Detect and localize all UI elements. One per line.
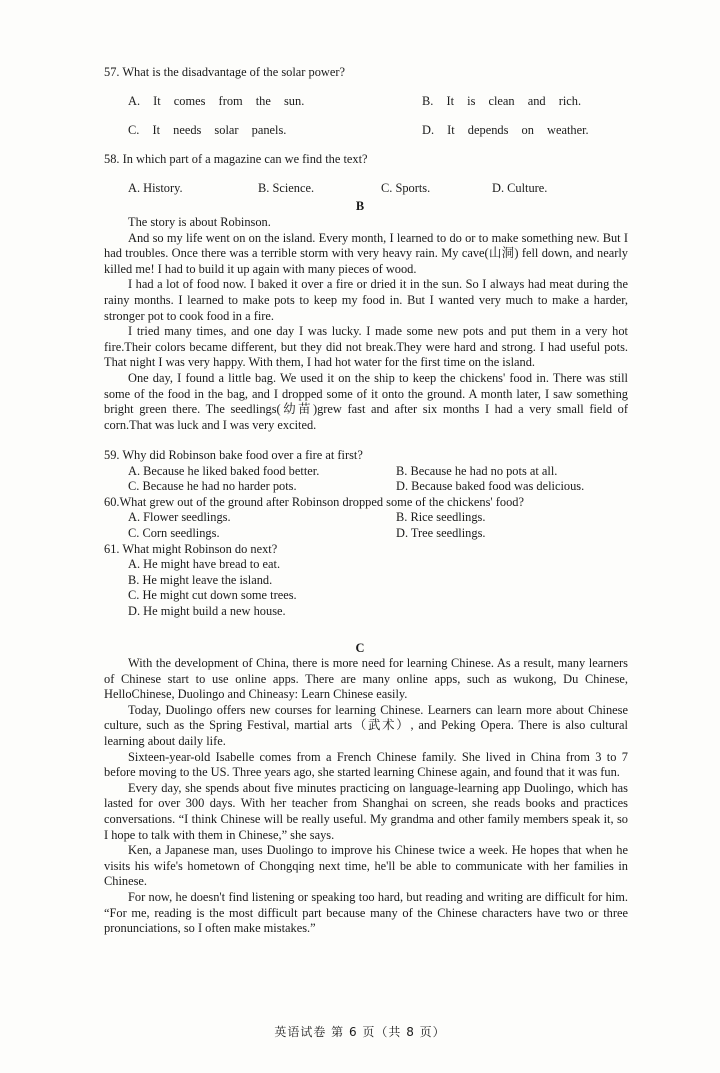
q61-option-d: D. He might build a new house. <box>128 603 286 618</box>
q60-row-2 <box>104 526 628 542</box>
q58-option-b: B. Science. <box>258 181 315 195</box>
q58-option-a: A. History. <box>128 181 183 195</box>
passage-c-paragraph-4: Every day, she spends about five minutes practicing on language-learning app Duolingo, which has lasted for over 300 days. With her teacher from Shanghai on screen, she reads books and practices conversations. “I think Chinese will be really useful. My grandma and other family members speak it, so I hope to talk with them in Chinese,” she says. <box>104 780 628 842</box>
q60-option-b: B. Rice seedlings. <box>396 510 486 525</box>
question-59: 59. Why did Robinson bake food over a fire at first? <box>104 448 363 462</box>
passage-c-paragraph-2: Today, Duolingo offers new courses for learning Chinese. Learners can learn more about Chinese culture, such as the Spring Festival, martial arts（武术）, and Peking Opera. There is also cultural learning about daily life. <box>104 702 628 748</box>
q61-option-b: B. He might leave the island. <box>128 572 273 587</box>
passage-c-paragraph-6: For now, he doesn't find listening or speaking too hard, but reading and writing are difficult for him. “For me, reading is the most difficult part because many of the Chinese characters have two or three pronunciations, so I often make mistakes.” <box>104 889 628 936</box>
section-c-heading: C <box>355 641 365 655</box>
passage-b-paragraph-3: I had a lot of food now. I baked it over a fire or dried it in the sun. So I always had meat during the rainy months. I learned to make pots to keep my food in. But I wanted very much to make a harder, stronger pot to cook food in a fire. <box>104 277 628 323</box>
question-60: 60.What grew out of the ground after Robinson dropped some of the chickens' food? <box>104 494 524 509</box>
q61-option-a: A. He might have bread to eat. <box>128 557 281 572</box>
passage-b-paragraph-1: The story is about Robinson. <box>128 215 271 229</box>
passage-c-paragraph-5: Ken, a Japanese man, uses Duolingo to improve his Chinese twice a week. He hopes that when he visits his wife's hometown of Chongqing next time, he'll be able to communicate with her families in Chinese. <box>104 843 628 889</box>
q57-option-b: B. It is clean and rich. <box>422 94 582 108</box>
page-footer: 英语试卷 第 6 页（共 8 页） <box>274 1025 446 1039</box>
passage-b-paragraph-2: And so my life went on on the island. Every month, I learned to do or to make something new. But I had troubles. Once there was a terrible storm with very heavy rain. My cave(山洞) fell down, and nearly killed me! I had to build it up again with many pieces of wood. <box>104 230 628 276</box>
q60-row-1 <box>104 510 628 526</box>
q61-option-c: C. He might cut down some trees. <box>128 588 297 603</box>
passage-b-paragraph-5: One day, I found a little bag. We used it on the ship to keep the chickens' food in. There was still some of the food in the bag, and I dropped some of it onto the ground. A month later, I saw something bright green there. The seedlings(幼苗)grew fast and after six months I had a very small field of corn.That was luck and I was very excited. <box>104 370 628 432</box>
question-61: 61. What might Robinson do next? <box>104 541 278 556</box>
q59-row-1 <box>104 464 628 480</box>
passage-c-paragraph-3: Sixteen-year-old Isabelle comes from a French Chinese family. She lived in China from 3 to 7 before moving to the US. Three years ago, she started learning Chinese again, and found that it was fun. <box>104 749 628 780</box>
question-57: 57. What is the disadvantage of the solar power? <box>104 65 345 79</box>
section-c-passage <box>104 656 628 937</box>
passage-c-paragraph-1: With the development of China, there is more need for learning Chinese. As a result, many learners of Chinese start to use online apps. There are many online apps, such as wukong, Du Chinese, HelloChinese, Duolingo and Chineasy: Learn Chinese easily. <box>104 656 628 702</box>
q60-option-a: A. Flower seedlings. <box>128 510 231 525</box>
section-b-heading: B <box>355 199 365 213</box>
q57-option-a: A. It comes from the sun. <box>128 94 305 108</box>
q57-option-c: C. It needs solar panels. <box>128 123 287 137</box>
q59-option-b: B. Because he had no pots at all. <box>396 463 558 478</box>
question-58: 58. In which part of a magazine can we find the text? <box>104 152 368 166</box>
section-b-passage <box>104 215 628 433</box>
q59-option-d: D. Because baked food was delicious. <box>396 479 585 494</box>
questions-59-61 <box>104 448 628 620</box>
q57-option-d: D. It depends on weather. <box>422 123 589 137</box>
q59-row-2 <box>104 479 628 495</box>
passage-b-paragraph-4: I tried many times, and one day I was lucky. I made some new pots and put them in a very hot fire.Their colors became different, but they did not break.They were hard and strong. I had useful pots. That night I was very happy. With them, I had hot water for the first time on the island. <box>104 324 628 370</box>
q58-option-c: C. Sports. <box>381 181 431 195</box>
q60-option-c: C. Corn seedlings. <box>128 525 220 540</box>
q59-option-a: A. Because he liked baked food better. <box>128 463 320 478</box>
q58-option-d: D. Culture. <box>492 181 548 195</box>
q60-option-d: D. Tree seedlings. <box>396 525 486 540</box>
q59-option-c: C. Because he had no harder pots. <box>128 479 297 494</box>
